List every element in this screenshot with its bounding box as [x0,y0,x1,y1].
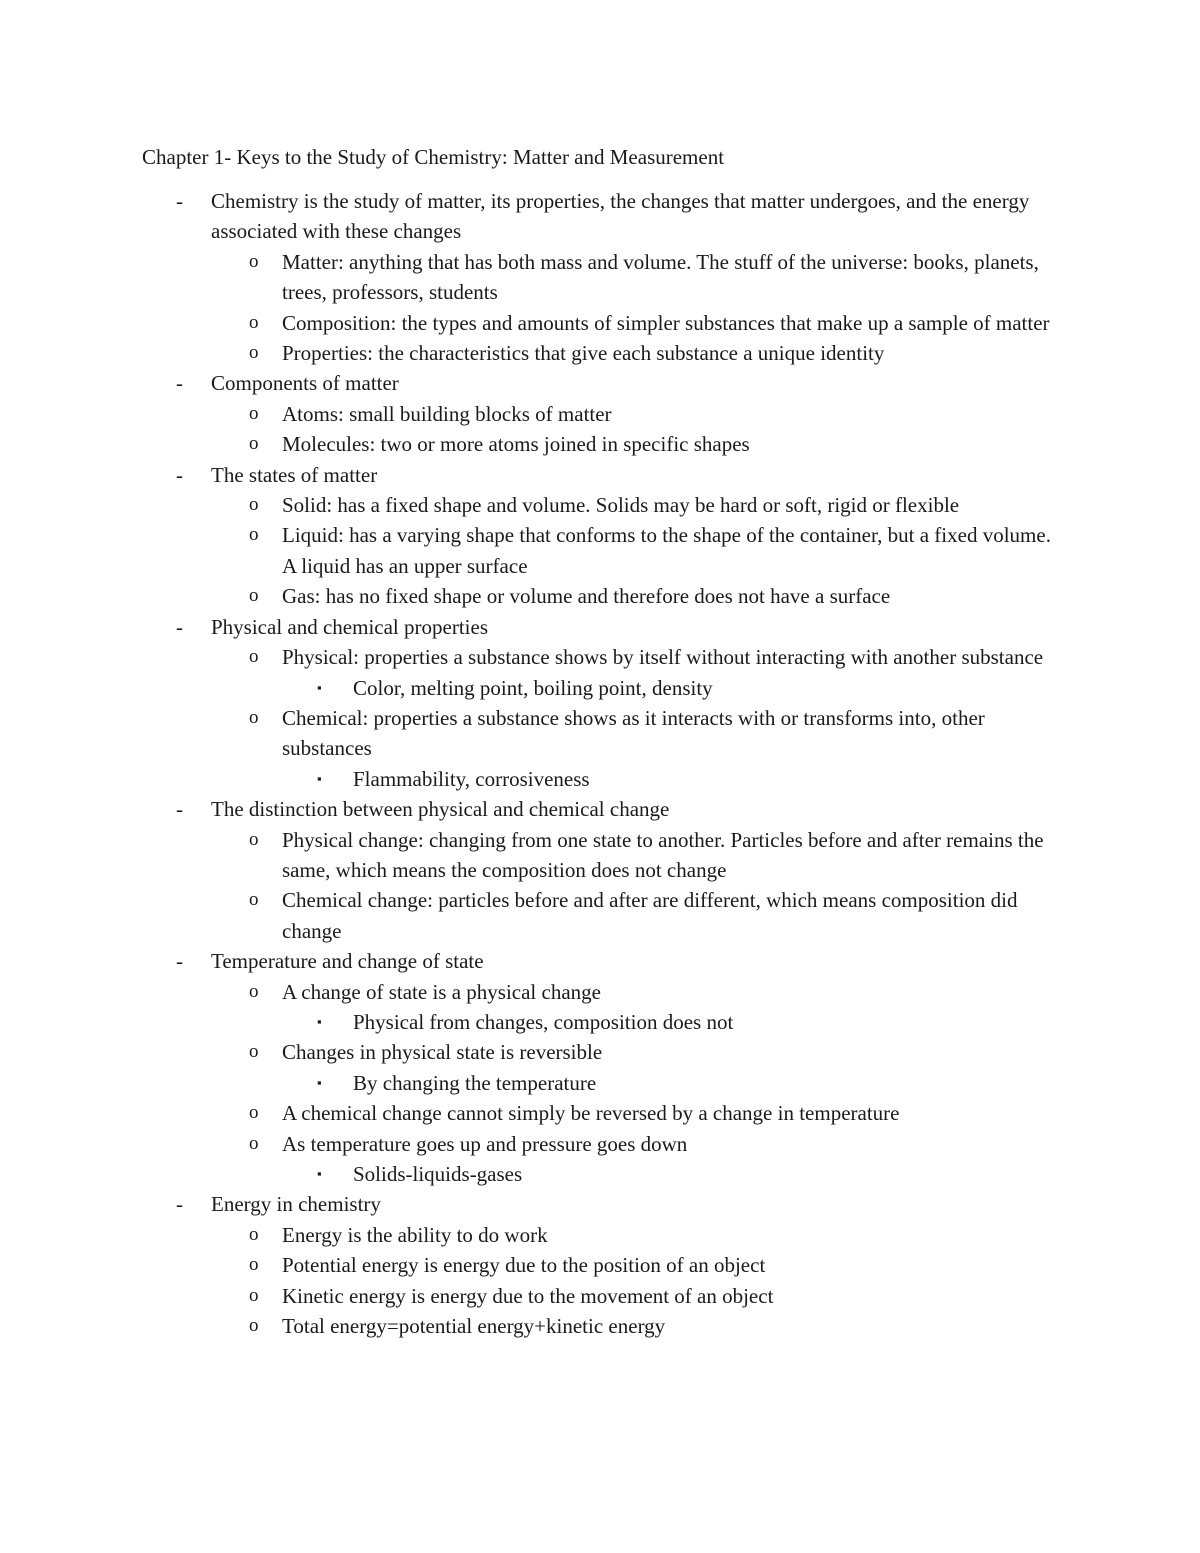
bullet-text: Gas: has no fixed shape or volume and therefore does not have a surface [282,584,891,609]
bullet-item [0,1189,1041,1219]
sub-bullet-item [0,247,1057,308]
sub-bullet-item [0,581,1057,611]
bullet-text: Changes in physical state is reversible [282,1040,603,1065]
circle-bullet-icon: o [249,1102,259,1124]
sub-bullet-item [0,338,1057,368]
bullet-text: Composition: the types and amounts of simpler substances that make up a sample of matter [282,310,1050,335]
bullet-text: Chemistry is the study of matter, its properties, the changes that matter undergoes, and the energy associated with these changes [211,189,1030,244]
sub-bullet-item [0,1220,1057,1250]
bullet-text: Temperature and change of state [211,949,484,974]
sub-bullet-item [0,885,1057,946]
bullet-text: Solid: has a fixed shape and volume. Solids may be hard or soft, rigid or flexible [282,493,960,518]
dash-bullet-icon: - [176,462,183,487]
bullet-item [0,460,1041,490]
bullet-text: The states of matter [211,462,378,487]
sub-sub-bullet-item [0,764,1053,794]
sub-bullet-item [0,1281,1057,1311]
sub-bullet-item [0,1098,1057,1128]
bullet-text: Energy in chemistry [211,1192,381,1217]
circle-bullet-icon: o [249,585,259,607]
bullet-text: Atoms: small building blocks of matter [282,401,612,426]
circle-bullet-icon: o [249,402,259,424]
sub-bullet-item [0,399,1057,429]
sub-bullet-item [0,308,1057,338]
circle-bullet-icon: o [249,342,259,364]
sub-bullet-item [0,1250,1057,1280]
sub-bullet-item [0,520,1057,581]
bullet-text: Color, melting point, boiling point, density [353,675,713,700]
bullet-text: Chemical: properties a substance shows as it interacts with or transforms into, other substances [282,705,985,761]
bullet-item [0,186,1041,247]
dash-bullet-icon: - [176,949,183,974]
sub-bullet-item [0,825,1057,886]
bullet-text: A chemical change cannot simply be reversed by a change in temperature [282,1101,900,1126]
sub-sub-bullet-item [0,1068,1053,1098]
bullet-text: Molecules: two or more atoms joined in specific shapes [282,432,750,457]
circle-bullet-icon: o [249,889,259,911]
circle-bullet-icon: o [249,524,259,546]
circle-bullet-icon: o [249,494,259,516]
circle-bullet-icon: o [249,706,259,728]
bullet-text: Physical: properties a substance shows by itself without interacting with another substance [282,645,1044,670]
bullet-text: The distinction between physical and chemical change [211,797,670,822]
circle-bullet-icon: o [249,646,259,668]
circle-bullet-icon: o [249,250,259,272]
bullet-text: As temperature goes up and pressure goes down [282,1131,688,1156]
sub-bullet-item [0,977,1057,1007]
bullet-text: Potential energy is energy due to the position of an object [282,1253,766,1278]
circle-bullet-icon: o [249,828,259,850]
sub-bullet-item [0,429,1057,459]
bullet-text: Physical from changes, composition does not [353,1009,734,1034]
bullet-text: Matter: anything that has both mass and volume. The stuff of the universe: books, planets, trees, professors, students [282,249,1039,305]
sub-bullet-item [0,490,1057,520]
dash-bullet-icon: - [176,189,183,213]
bullet-text: Physical and chemical properties [211,614,488,639]
square-bullet-icon: ▪ [317,679,322,695]
bullet-text: Liquid: has a varying shape that conforms to the shape of the container, but a fixed volume. A liquid has an upper surface [282,523,1051,578]
circle-bullet-icon: o [249,1284,259,1306]
sub-sub-bullet-item [0,673,1053,703]
bullet-item [0,946,1041,976]
circle-bullet-icon: o [249,1254,259,1276]
circle-bullet-icon: o [249,1132,259,1154]
bullet-text: Total energy=potential energy+kinetic energy [282,1314,666,1339]
bullet-text: Components of matter [211,371,399,396]
circle-bullet-icon: o [249,1315,259,1337]
bullet-text: Kinetic energy is energy due to the movement of an object [282,1283,774,1308]
bullet-text: A change of state is a physical change [282,979,601,1004]
bullet-text: By changing the temperature [353,1070,597,1095]
bullet-item [0,368,1041,398]
bullet-text: Flammability, corrosiveness [353,766,590,791]
circle-bullet-icon: o [249,311,259,333]
square-bullet-icon: ▪ [317,1074,322,1090]
sub-bullet-item [0,1311,1057,1341]
notes-outline [0,186,1200,1341]
bullet-text: Physical change: changing from one state to another. Particles before and after remains the same, which means the composition does not change [282,827,1044,882]
circle-bullet-icon: o [249,1223,259,1245]
bullet-item [0,794,1041,824]
circle-bullet-icon: o [249,433,259,455]
bullet-text: Solids-liquids-gases [353,1162,523,1186]
dash-bullet-icon: - [176,614,183,639]
circle-bullet-icon: o [249,1041,259,1063]
bullet-text: Energy is the ability to do work [282,1222,548,1247]
sub-sub-bullet-item [0,1159,1053,1189]
dash-bullet-icon: - [176,371,183,396]
square-bullet-icon: ▪ [317,770,322,786]
square-bullet-icon: ▪ [317,1166,322,1181]
sub-sub-bullet-item [0,1007,1053,1037]
sub-bullet-item [0,703,1057,764]
sub-bullet-item [0,642,1057,672]
dash-bullet-icon: - [176,1192,183,1217]
sub-bullet-item [0,1037,1057,1067]
page-title: Chapter 1- Keys to the Study of Chemistry: Matter and Measurement [142,145,725,169]
dash-bullet-icon: - [176,797,183,822]
bullet-text: Properties: the characteristics that give each substance a unique identity [282,341,885,366]
bullet-text: Chemical change: particles before and after are different, which means composition did change [282,888,1018,943]
sub-bullet-item [0,1129,1057,1159]
bullet-item [0,612,1041,642]
square-bullet-icon: ▪ [317,1013,322,1029]
circle-bullet-icon: o [249,980,259,1002]
